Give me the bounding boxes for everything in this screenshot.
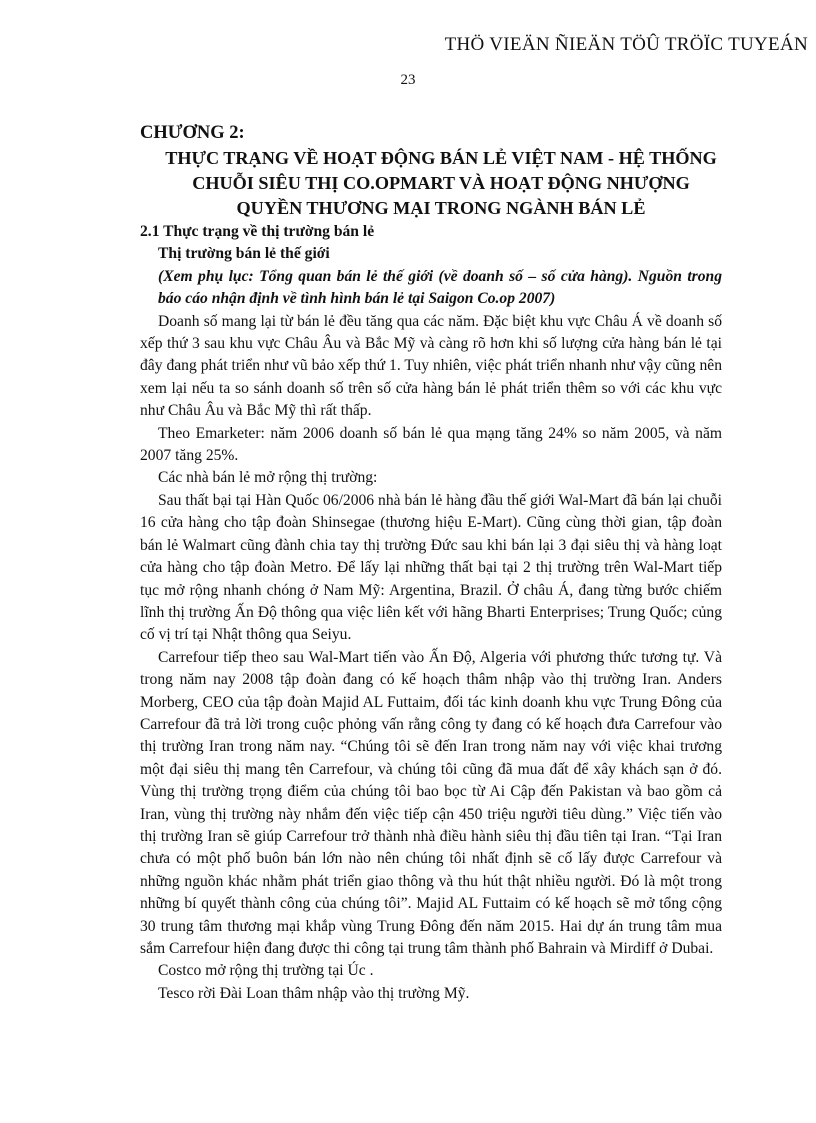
paragraph: Doanh số mang lại từ bán lẻ đều tăng qua các năm. Đặc biệt khu vực Châu Á về doanh số xếp thứ 3 sau khu vực Châu Âu và Bắc Mỹ và càng rõ hơn khi số lượng cửa hàng bán lẻ tại đây đang phát triển như vũ bảo xếp thứ 1. Tuy nhiên, việc phát triển nhanh như vậy cũng nên xem lại nếu ta so sánh doanh số trên số cửa hàng bán lẻ phát triển thêm so với các khu vực như Châu Âu và Bắc Mỹ thì rất thấp. bbox=[140, 312, 722, 420]
subsection-heading: Thị trường bán lẻ thế giới bbox=[158, 245, 330, 263]
paragraph: Sau thất bại tại Hàn Quốc 06/2006 nhà bán lẻ hàng đầu thế giới Wal-Mart đã bán lại chuỗi 16 cửa hàng cho tập đoàn Shinsegae (thương hiệu E-Mart). Cũng cùng thời gian, tập đoàn bán lẻ Walmart cũng đành chia tay thị trường Đức sau khi bán lại 3 đại siêu thị và hàng loạt cửa hàng cho tập đoàn Metro. Để lấy lại những thất bại tại 2 thị trường trên Wal-Mart tiếp tục mở rộng nhanh chóng ở Nam Mỹ: Argentina, Brazil. Ở châu Á, đang từng bước chiếm lĩnh thị trường Ấn Độ thông qua việc liên kết với hãng Bharti Enterprises; Trung Quốc; củng cố vị trí tại Nhật thông qua Seiyu. bbox=[140, 491, 722, 644]
page-body bbox=[140, 120, 722, 1005]
paragraph: Tesco rời Đài Loan thâm nhập vào thị trường Mỹ. bbox=[158, 984, 470, 1002]
section-heading: 2.1 Thực trạng về thị trường bán lẻ bbox=[140, 223, 375, 240]
chapter-label: CHƯƠNG 2: bbox=[140, 123, 245, 143]
running-header: THÖ VIEÄN ÑIEÄN TÖÛ TRÖÏC TUYEÁN bbox=[444, 34, 808, 55]
page-number: 23 bbox=[400, 72, 416, 88]
chapter-title: THỰC TRẠNG VỀ HOẠT ĐỘNG BÁN LẺ VIỆT NAM - HỆ THỐNG CHUỖI SIÊU THỊ CO.OPMART VÀ HOẠT ĐỘNG NHƯỢNG QUYỀN THƯƠNG MẠI TRONG NGÀNH BÁN LẺ bbox=[165, 148, 717, 218]
paragraph: Theo Emarketer: năm 2006 doanh số bán lẻ qua mạng tăng 24% so năm 2005, và năm 2007 tăng 25%. bbox=[140, 424, 722, 465]
paragraph: Các nhà bán lẻ mở rộng thị trường: bbox=[158, 469, 378, 487]
paragraph: Costco mở rộng thị trường tại Úc . bbox=[158, 962, 374, 980]
appendix-note: (Xem phụ lục: Tổng quan bán lẻ thế giới (về doanh số – số cửa hàng). Nguồn trong báo cáo nhận định về tình hình bán lẻ tại Saigon Co.op 2007) bbox=[158, 267, 722, 308]
paragraph: Carrefour tiếp theo sau Wal-Mart tiến vào Ấn Độ, Algeria với phương thức tương tự. Và trong năm nay 2008 tập đoàn đang có kế hoạch thâm nhập vào thị trường Iran. Anders Morberg, CEO của tập đoàn Majid AL Futtaim, đối tác kinh doanh khu vực Trung Đông của Carrefour đã trả lời trong cuộc phỏng vấn rằng công ty đang có kế hoạch đưa Carrefour vào thị trường Iran trong năm nay. “Chúng tôi sẽ đến Iran trong năm nay với việc khai trương một đại siêu thị mang tên Carrefour, và chúng tôi cũng đã mua đất để xây khách sạn ở đó. Vùng thị trường trọng điểm của chúng tôi bao bọc từ Ai Cập đến Pakistan và bao gồm cả Iran, vùng thị trường này nhắm đến việc tiếp cận 450 triệu người tiêu dùng.” Việc tiến vào thị trường Iran sẽ giúp Carrefour trở thành nhà điều hành siêu thị đầu tiên tại Iran. “Tại Iran chưa có một phố buôn bán lớn nào nên chúng tôi nhất định sẽ cố lấy được Carrefour và những nguồn khác nhằm phát triển giao thông và thu hút thật nhiều người. Đó là một trong những bí quyết thành công của chúng tôi”. Majid AL Futtaim có kế hoạch sẽ mở tổng cộng 30 trung tâm thương mại khắp vùng Trung Đông đến năm 2015. Hai dự án trung tâm mua sắm Carrefour hiện đang được thi công tại trung tâm thành phố Bahrain và Mirdiff ở Dubai. bbox=[140, 648, 722, 957]
